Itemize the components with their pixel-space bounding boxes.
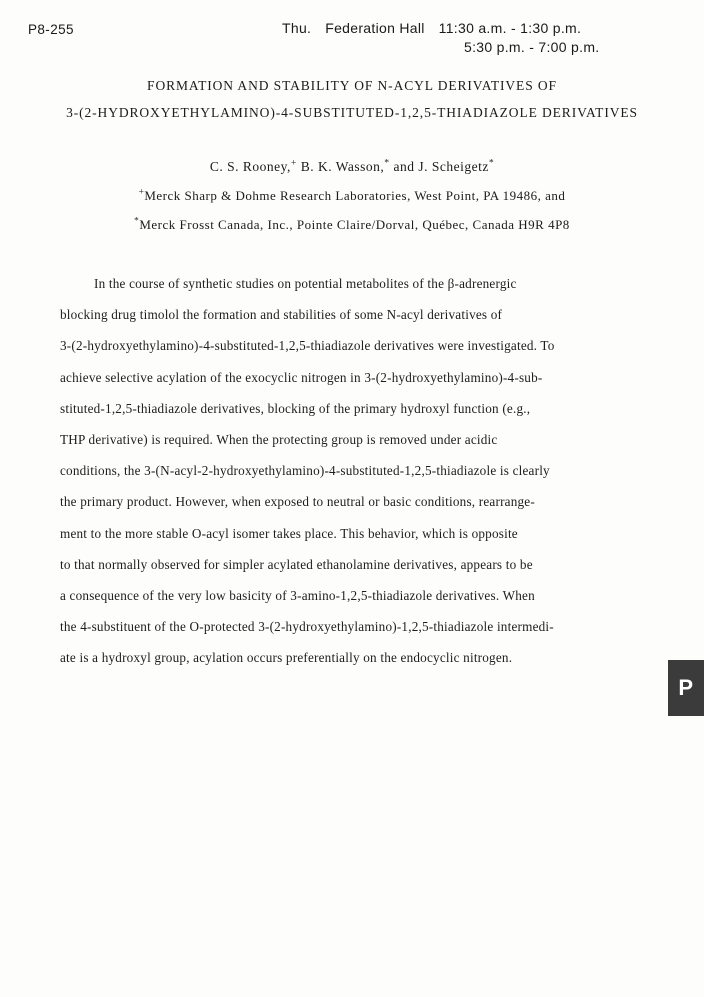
abstract-line: THP derivative) is required. When the protecting group is removed under acidic — [60, 432, 498, 448]
session-venue: Federation Hall — [325, 20, 425, 36]
page-title — [0, 72, 704, 126]
author-mark-2: * — [384, 157, 390, 169]
affiliation-text-1: Merck Sharp & Dohme Research Laboratories, West Point, PA 19486, and — [144, 188, 566, 203]
abstract-body — [60, 268, 644, 674]
affiliation-text-2: Merck Frosst Canada, Inc., Pointe Claire/Dorval, Québec, Canada H9R 4P8 — [139, 217, 570, 232]
abstract-line: ate is a hydroxyl group, acylation occurs preferentially on the endocyclic nitrogen. — [60, 650, 513, 666]
title-line-1: FORMATION AND STABILITY OF N-ACYL DERIVATIVES OF — [147, 78, 557, 93]
abstract-line: 3-(2-hydroxyethylamino)-4-substituted-1,2,5-thiadiazole derivatives were investigated. To — [60, 338, 555, 354]
abstract-id: P8-255 — [28, 22, 74, 37]
affiliation-2 — [0, 210, 704, 239]
session-time-2: 5:30 p.m. - 7:00 p.m. — [464, 39, 600, 55]
title-line-2: 3-(2-HYDROXYETHYLAMINO)-4-SUBSTITUTED-1,2,5-THIADIAZOLE DERIVATIVES — [66, 105, 638, 120]
session-schedule-line-1 — [282, 20, 581, 36]
abstract-line: stituted-1,2,5-thiadiazole derivatives, blocking of the primary hydroxyl function (e.g., — [60, 400, 531, 416]
abstract-line: the 4-substituent of the O-protected 3-(2-hydroxyethylamino)-1,2,5-thiadiazole intermedi- — [60, 619, 554, 635]
author-name-3: and J. Scheigetz — [389, 159, 489, 174]
affiliation-mark-2: * — [134, 216, 140, 227]
abstract-line: In the course of synthetic studies on potential metabolites of the β-adrenergic — [94, 276, 517, 291]
authors-block — [0, 152, 704, 239]
author-name-1: C. S. Rooney, — [209, 159, 291, 174]
session-time-1: 11:30 a.m. - 1:30 p.m. — [438, 20, 582, 36]
author-mark-1: + — [290, 157, 297, 169]
author-mark-3: * — [488, 157, 495, 169]
section-tab-marker: P — [668, 660, 704, 716]
abstract-line: a consequence of the very low basicity of 3-amino-1,2,5-thiadiazole derivatives. When — [60, 588, 535, 604]
affiliation-1 — [0, 181, 704, 210]
header — [0, 18, 704, 62]
abstract-line: blocking drug timolol the formation and stabilities of some N-acyl derivatives of — [60, 307, 503, 323]
abstract-line: conditions, the 3-(N-acyl-2-hydroxyethylamino)-4-substituted-1,2,5-thiadiazole is clearly — [60, 463, 550, 479]
session-schedule-line-2 — [464, 39, 599, 55]
author-list — [0, 152, 704, 181]
abstract-line: achieve selective acylation of the exocyclic nitrogen in 3-(2-hydroxyethylamino)-4-sub- — [60, 369, 543, 385]
author-name-2: B. K. Wasson, — [296, 159, 385, 174]
affiliation-mark-1: + — [138, 187, 145, 198]
abstract-line: ment to the more stable O-acyl isomer takes place. This behavior, which is opposite — [60, 525, 518, 541]
abstract-line: the primary product. However, when exposed to neutral or basic conditions, rearrange- — [60, 494, 535, 510]
session-day: Thu. — [282, 20, 312, 36]
abstract-line: to that normally observed for simpler acylated ethanolamine derivatives, appears to be — [60, 556, 533, 572]
